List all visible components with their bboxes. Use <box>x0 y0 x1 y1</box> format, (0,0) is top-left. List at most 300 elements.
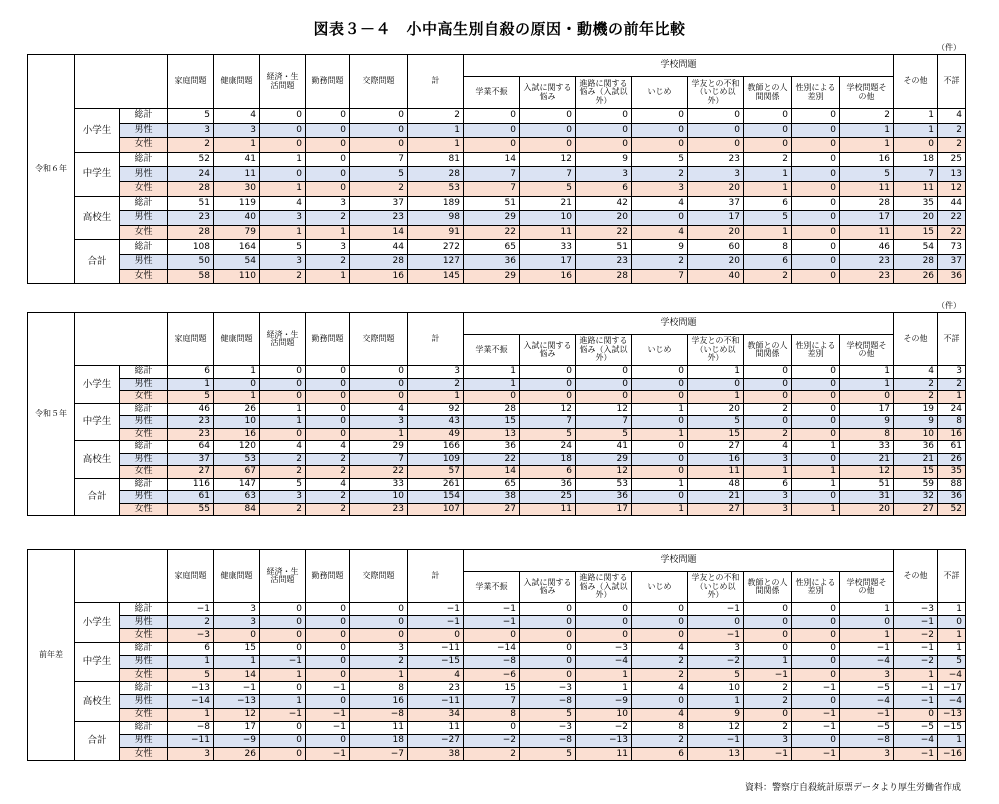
value-cell: 8 <box>632 721 688 734</box>
column-header: 教師との人間関係 <box>744 572 792 603</box>
value-cell: 52 <box>168 152 214 167</box>
value-cell: 0 <box>792 138 840 153</box>
value-cell: 26 <box>214 403 260 416</box>
group-label: 中学生 <box>75 642 120 682</box>
value-cell: 1 <box>938 642 966 655</box>
value-cell: −11 <box>408 695 464 708</box>
value-cell: 1 <box>408 123 464 138</box>
value-cell: 127 <box>408 254 464 269</box>
row-label-total: 総計 <box>120 642 168 655</box>
value-cell: 15 <box>464 416 520 429</box>
value-cell: 4 <box>260 196 306 211</box>
row-label-female: 女性 <box>120 269 168 284</box>
value-cell: 0 <box>744 642 792 655</box>
value-cell: 4 <box>632 642 688 655</box>
table-row <box>28 695 966 708</box>
table-yoy-diff <box>27 549 966 761</box>
value-cell: 2 <box>306 254 350 269</box>
value-cell: 5 <box>576 428 632 441</box>
value-cell: 11 <box>520 225 576 240</box>
row-label-total: 総計 <box>120 152 168 167</box>
value-cell: −1 <box>894 682 938 695</box>
column-header: 進路に関する悩み（入試以外） <box>576 572 632 603</box>
value-cell: 1 <box>938 734 966 747</box>
row-label-female: 女性 <box>120 708 168 721</box>
value-cell: 2 <box>464 748 520 761</box>
value-cell: 0 <box>260 642 306 655</box>
table-row <box>28 196 966 211</box>
value-cell: −1 <box>214 682 260 695</box>
value-cell: −11 <box>168 734 214 747</box>
value-cell: −4 <box>840 695 894 708</box>
table-row <box>28 403 966 416</box>
value-cell: 61 <box>938 441 966 454</box>
value-cell: 24 <box>520 441 576 454</box>
value-cell: 4 <box>938 109 966 124</box>
table-row <box>28 391 966 404</box>
value-cell: −13 <box>168 682 214 695</box>
table-row <box>28 167 966 182</box>
value-cell: 5 <box>260 240 306 255</box>
value-cell: 8 <box>840 428 894 441</box>
value-cell: 23 <box>350 503 408 516</box>
column-header: 入試に関する悩み <box>520 572 576 603</box>
group-label: 高校生 <box>75 682 120 722</box>
row-label-female: 女性 <box>120 138 168 153</box>
row-label-male: 男性 <box>120 453 168 466</box>
value-cell: 0 <box>520 603 576 616</box>
value-cell: 2 <box>744 695 792 708</box>
table-row <box>28 668 966 681</box>
value-cell: 0 <box>744 109 792 124</box>
value-cell: 53 <box>214 453 260 466</box>
value-cell: 0 <box>688 378 744 391</box>
value-cell: 1 <box>792 478 840 491</box>
value-cell: 57 <box>408 466 464 479</box>
value-cell: 1 <box>214 366 260 379</box>
value-cell: 6 <box>744 478 792 491</box>
value-cell: 2 <box>744 269 792 284</box>
value-cell: 28 <box>576 269 632 284</box>
value-cell: 67 <box>214 466 260 479</box>
value-cell: 154 <box>408 491 464 504</box>
unit-label-1: （件） <box>937 43 961 52</box>
value-cell: 2 <box>260 503 306 516</box>
value-cell: 1 <box>744 225 792 240</box>
value-cell: 1 <box>260 416 306 429</box>
value-cell: 61 <box>168 491 214 504</box>
value-cell: 88 <box>938 478 966 491</box>
value-cell: 10 <box>576 708 632 721</box>
value-cell: 0 <box>632 109 688 124</box>
column-header: 学業不振 <box>464 572 520 603</box>
value-cell: 1 <box>840 366 894 379</box>
column-header: 計 <box>408 55 464 109</box>
row-label-male: 男性 <box>120 491 168 504</box>
value-cell: 42 <box>576 196 632 211</box>
value-cell: −1 <box>894 748 938 761</box>
value-cell: 25 <box>938 152 966 167</box>
value-cell: −1 <box>464 616 520 629</box>
value-cell: 0 <box>260 123 306 138</box>
value-cell: 51 <box>576 240 632 255</box>
column-header: いじめ <box>632 335 688 366</box>
value-cell: 1 <box>632 403 688 416</box>
group-label: 小学生 <box>75 366 120 404</box>
value-cell: −3 <box>520 682 576 695</box>
column-header: 経済・生活問題 <box>260 313 306 366</box>
value-cell: 1 <box>576 682 632 695</box>
group-label: 合計 <box>75 240 120 284</box>
value-cell: 0 <box>306 138 350 153</box>
value-cell: 5 <box>350 167 408 182</box>
value-cell: 1 <box>260 225 306 240</box>
value-cell: 0 <box>792 109 840 124</box>
table-row <box>28 708 966 721</box>
value-cell: 20 <box>894 211 938 226</box>
value-cell: 65 <box>464 478 520 491</box>
value-cell: 0 <box>792 378 840 391</box>
value-cell: 49 <box>408 428 464 441</box>
value-cell: 1 <box>632 478 688 491</box>
header-row <box>28 313 966 335</box>
row-label-male: 男性 <box>120 211 168 226</box>
value-cell: 31 <box>840 491 894 504</box>
value-cell: 0 <box>464 629 520 642</box>
school-problems-header: 学校問題 <box>464 550 894 572</box>
value-cell: 29 <box>576 453 632 466</box>
value-cell: 0 <box>632 441 688 454</box>
value-cell: 36 <box>938 269 966 284</box>
value-cell: 0 <box>792 734 840 747</box>
value-cell: −1 <box>792 721 840 734</box>
value-cell: 65 <box>464 240 520 255</box>
value-cell: 22 <box>464 225 520 240</box>
value-cell: 0 <box>260 734 306 747</box>
row-label-male: 男性 <box>120 254 168 269</box>
value-cell: 12 <box>576 466 632 479</box>
value-cell: 4 <box>214 109 260 124</box>
value-cell: −14 <box>168 695 214 708</box>
value-cell: 3 <box>260 254 306 269</box>
value-cell: 19 <box>894 403 938 416</box>
value-cell: 16 <box>350 269 408 284</box>
value-cell: 5 <box>938 655 966 668</box>
value-cell: 11 <box>214 167 260 182</box>
value-cell: 0 <box>840 616 894 629</box>
value-cell: 4 <box>260 441 306 454</box>
value-cell: 0 <box>350 616 408 629</box>
value-cell: 1 <box>214 391 260 404</box>
column-header: 不詳 <box>938 55 966 109</box>
column-header: 健康問題 <box>214 313 260 366</box>
value-cell: 1 <box>350 428 408 441</box>
value-cell: 0 <box>520 138 576 153</box>
value-cell: 3 <box>260 211 306 226</box>
value-cell: 0 <box>520 616 576 629</box>
value-cell: 46 <box>168 403 214 416</box>
group-label: 小学生 <box>75 109 120 153</box>
column-header: 学友との不和（いじめ以外） <box>688 572 744 603</box>
value-cell: 1 <box>260 152 306 167</box>
value-cell: 0 <box>260 109 306 124</box>
value-cell: 16 <box>840 152 894 167</box>
row-label-total: 総計 <box>120 403 168 416</box>
value-cell: 0 <box>744 616 792 629</box>
value-cell: 5 <box>260 478 306 491</box>
value-cell: 0 <box>632 695 688 708</box>
value-cell: 2 <box>938 123 966 138</box>
value-cell: 2 <box>306 211 350 226</box>
value-cell: 0 <box>688 616 744 629</box>
value-cell: 3 <box>744 734 792 747</box>
value-cell: 1 <box>168 378 214 391</box>
value-cell: 0 <box>792 254 840 269</box>
value-cell: 81 <box>408 152 464 167</box>
column-header: その他 <box>894 550 938 603</box>
value-cell: 26 <box>894 269 938 284</box>
column-header: 不詳 <box>938 550 966 603</box>
row-label-total: 総計 <box>120 441 168 454</box>
value-cell: 1 <box>168 655 214 668</box>
value-cell: −2 <box>688 655 744 668</box>
group-label: 合計 <box>75 721 120 761</box>
column-header: 教師との人間関係 <box>744 77 792 109</box>
value-cell: 12 <box>520 403 576 416</box>
column-header: 経済・生活問題 <box>260 55 306 109</box>
value-cell: 2 <box>168 616 214 629</box>
value-cell: −3 <box>520 721 576 734</box>
value-cell: 0 <box>792 269 840 284</box>
value-cell: 0 <box>260 682 306 695</box>
value-cell: 5 <box>520 181 576 196</box>
value-cell: 1 <box>464 366 520 379</box>
value-cell: 5 <box>168 391 214 404</box>
table-row <box>28 138 966 153</box>
value-cell: 27 <box>688 503 744 516</box>
value-cell: 15 <box>894 466 938 479</box>
value-cell: 2 <box>260 466 306 479</box>
value-cell: −7 <box>350 748 408 761</box>
table-row <box>28 629 966 642</box>
value-cell: 23 <box>168 211 214 226</box>
value-cell: 0 <box>260 428 306 441</box>
value-cell: 12 <box>576 403 632 416</box>
value-cell: 36 <box>464 441 520 454</box>
value-cell: 0 <box>464 391 520 404</box>
value-cell: 64 <box>168 441 214 454</box>
value-cell: 1 <box>894 123 938 138</box>
value-cell: 261 <box>408 478 464 491</box>
value-cell: 1 <box>744 181 792 196</box>
value-cell: 17 <box>840 403 894 416</box>
value-cell: 0 <box>744 708 792 721</box>
value-cell: 4 <box>894 366 938 379</box>
value-cell: 23 <box>576 254 632 269</box>
value-cell: 116 <box>168 478 214 491</box>
value-cell: 0 <box>214 378 260 391</box>
table-row <box>28 734 966 747</box>
value-cell: −1 <box>894 616 938 629</box>
unit-label-2: （件） <box>937 301 961 310</box>
column-header: 健康問題 <box>214 55 260 109</box>
row-label-female: 女性 <box>120 668 168 681</box>
value-cell: 1 <box>214 655 260 668</box>
value-cell: 0 <box>214 629 260 642</box>
value-cell: 0 <box>520 391 576 404</box>
value-cell: 1 <box>688 366 744 379</box>
value-cell: 0 <box>306 428 350 441</box>
value-cell: −8 <box>520 734 576 747</box>
value-cell: 22 <box>576 225 632 240</box>
value-cell: 0 <box>306 366 350 379</box>
value-cell: 3 <box>408 366 464 379</box>
value-cell: 0 <box>792 616 840 629</box>
value-cell: 13 <box>688 748 744 761</box>
row-label-male: 男性 <box>120 695 168 708</box>
value-cell: 14 <box>464 152 520 167</box>
value-cell: 0 <box>632 616 688 629</box>
value-cell: 1 <box>840 629 894 642</box>
row-label-male: 男性 <box>120 655 168 668</box>
value-cell: 0 <box>260 138 306 153</box>
value-cell: 13 <box>938 167 966 182</box>
value-cell: 4 <box>744 441 792 454</box>
value-cell: 0 <box>260 167 306 182</box>
value-cell: 0 <box>520 123 576 138</box>
column-header: 勤務問題 <box>306 550 350 603</box>
value-cell: 0 <box>792 152 840 167</box>
value-cell: −1 <box>306 721 350 734</box>
value-cell: −4 <box>938 695 966 708</box>
value-cell: 15 <box>214 642 260 655</box>
value-cell: 1 <box>840 603 894 616</box>
column-header: 家庭問題 <box>168 313 214 366</box>
group-label: 合計 <box>75 478 120 516</box>
value-cell: 0 <box>744 138 792 153</box>
value-cell: 18 <box>894 152 938 167</box>
value-cell: −1 <box>744 748 792 761</box>
value-cell: 34 <box>408 708 464 721</box>
value-cell: 109 <box>408 453 464 466</box>
value-cell: 4 <box>306 478 350 491</box>
table-row <box>28 453 966 466</box>
column-header: 学友との不和（いじめ以外） <box>688 77 744 109</box>
value-cell: 59 <box>894 478 938 491</box>
value-cell: 43 <box>408 416 464 429</box>
value-cell: 5 <box>168 109 214 124</box>
table-row <box>28 642 966 655</box>
row-label-total: 総計 <box>120 721 168 734</box>
value-cell: 2 <box>306 491 350 504</box>
value-cell: 0 <box>576 109 632 124</box>
value-cell: 0 <box>792 668 840 681</box>
value-cell: 164 <box>214 240 260 255</box>
value-cell: 0 <box>792 366 840 379</box>
value-cell: −17 <box>938 682 966 695</box>
value-cell: 0 <box>350 109 408 124</box>
value-cell: 2 <box>938 138 966 153</box>
value-cell: 4 <box>632 225 688 240</box>
column-header: 学校問題その他 <box>840 77 894 109</box>
value-cell: 5 <box>520 708 576 721</box>
value-cell: −1 <box>260 655 306 668</box>
value-cell: 189 <box>408 196 464 211</box>
value-cell: 0 <box>792 655 840 668</box>
row-label-male: 男性 <box>120 416 168 429</box>
value-cell: 0 <box>632 416 688 429</box>
value-cell: 3 <box>214 123 260 138</box>
value-cell: 0 <box>464 123 520 138</box>
value-cell: 0 <box>260 629 306 642</box>
value-cell: 23 <box>168 428 214 441</box>
value-cell: 51 <box>168 196 214 211</box>
value-cell: 2 <box>168 138 214 153</box>
value-cell: −1 <box>408 603 464 616</box>
value-cell: 22 <box>464 453 520 466</box>
value-cell: 58 <box>168 269 214 284</box>
section-label: 令和５年 <box>28 313 75 516</box>
value-cell: 11 <box>408 721 464 734</box>
value-cell: −4 <box>894 734 938 747</box>
value-cell: 0 <box>464 138 520 153</box>
value-cell: −1 <box>260 708 306 721</box>
value-cell: 1 <box>408 138 464 153</box>
value-cell: 147 <box>214 478 260 491</box>
value-cell: −11 <box>408 642 464 655</box>
value-cell: 0 <box>260 391 306 404</box>
row-label-male: 男性 <box>120 616 168 629</box>
value-cell: 0 <box>792 391 840 404</box>
value-cell: 120 <box>214 441 260 454</box>
value-cell: 25 <box>520 491 576 504</box>
value-cell: 14 <box>464 466 520 479</box>
value-cell: 0 <box>408 629 464 642</box>
column-header: 交際問題 <box>350 55 408 109</box>
value-cell: 2 <box>744 721 792 734</box>
value-cell: 48 <box>688 478 744 491</box>
column-header: 入試に関する悩み <box>520 77 576 109</box>
value-cell: 21 <box>688 491 744 504</box>
value-cell: 38 <box>464 491 520 504</box>
value-cell: 0 <box>792 491 840 504</box>
value-cell: 4 <box>408 668 464 681</box>
value-cell: −1 <box>306 708 350 721</box>
value-cell: 1 <box>306 225 350 240</box>
value-cell: 7 <box>350 453 408 466</box>
value-cell: −6 <box>464 668 520 681</box>
value-cell: 0 <box>744 123 792 138</box>
value-cell: −1 <box>894 695 938 708</box>
column-header: 教師との人間関係 <box>744 335 792 366</box>
value-cell: 107 <box>408 503 464 516</box>
value-cell: 36 <box>576 491 632 504</box>
table-row <box>28 491 966 504</box>
value-cell: 0 <box>744 603 792 616</box>
value-cell: 3 <box>688 642 744 655</box>
value-cell: 28 <box>408 167 464 182</box>
table-row <box>28 428 966 441</box>
value-cell: −27 <box>408 734 464 747</box>
value-cell: 0 <box>576 123 632 138</box>
group-label: 高校生 <box>75 441 120 479</box>
value-cell: 1 <box>260 403 306 416</box>
value-cell: 32 <box>894 491 938 504</box>
value-cell: 0 <box>632 391 688 404</box>
value-cell: 3 <box>350 642 408 655</box>
value-cell: 54 <box>894 240 938 255</box>
value-cell: 9 <box>576 152 632 167</box>
